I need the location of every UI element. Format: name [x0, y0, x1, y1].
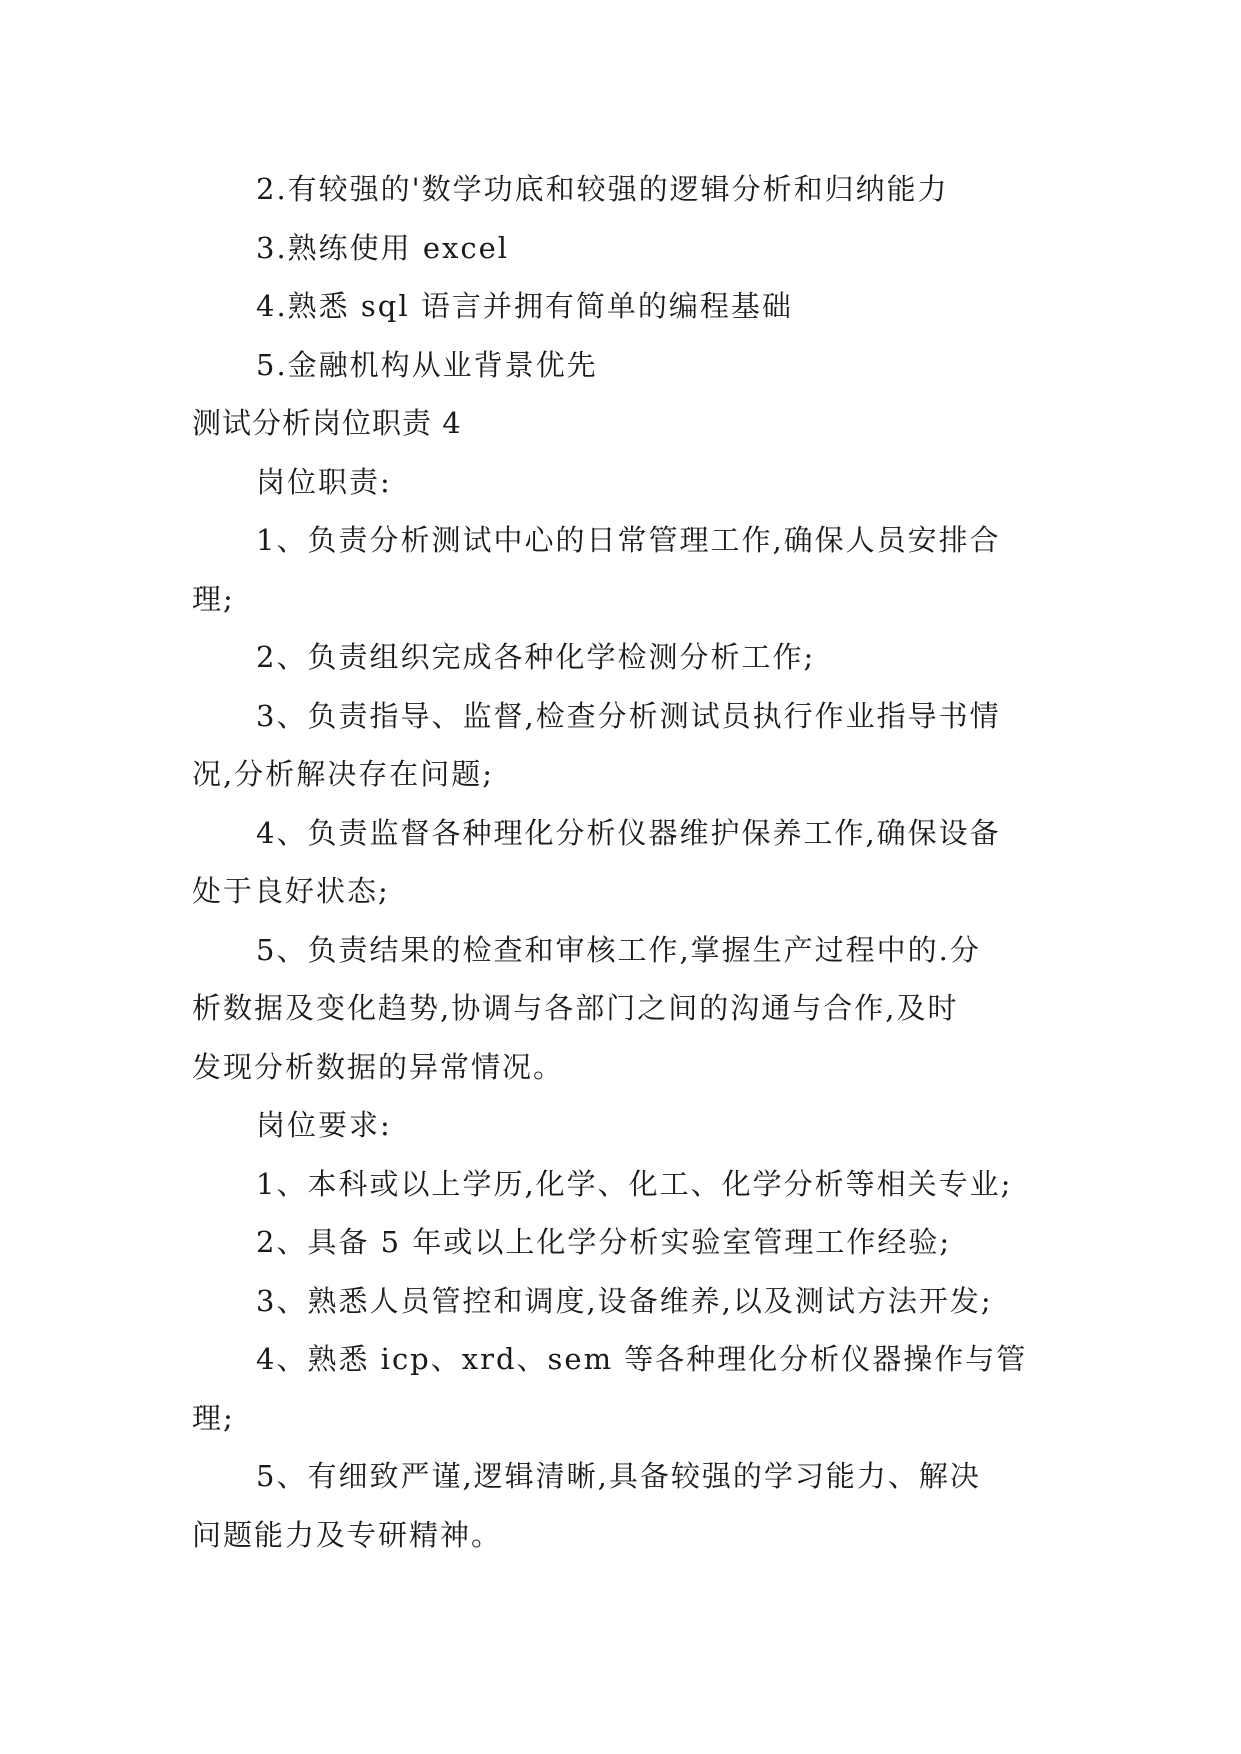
- text-line: 5、负责结果的检查和审核工作,掌握生产过程中的.分: [256, 932, 981, 967]
- text-line: 2、具备 5 年或以上化学分析实验室管理工作经验;: [256, 1225, 952, 1259]
- text-line: 3.熟练使用 excel: [256, 230, 510, 265]
- text-line: 2.有较强的'数学功底和较强的逻辑分析和归纳能力: [256, 172, 949, 206]
- text-line: 发现分析数据的异常情况。: [192, 1049, 565, 1084]
- text-line: 3、负责指导、监督,检查分析测试员执行作业指导书情: [256, 698, 1001, 733]
- text-line: 3、熟悉人员管控和调度,设备维养,以及测试方法开发;: [256, 1283, 993, 1318]
- text-line: 析数据及变化趋势,协调与各部门之间的沟通与合作,及时: [192, 991, 959, 1025]
- text-line: 4、熟悉 icp、xrd、sem 等各种理化分析仪器操作与管: [256, 1342, 1028, 1376]
- section-heading: 测试分析岗位职责 4: [192, 406, 462, 440]
- text-line: 4、负责监督各种理化分析仪器维护保养工作,确保设备: [256, 815, 1001, 850]
- text-line: 1、负责分析测试中心的日常管理工作,确保人员安排合: [256, 523, 1001, 557]
- text-line: 理;: [192, 1400, 235, 1435]
- text-line: 5、有细致严谨,逻辑清晰,具备较强的学习能力、解决: [256, 1459, 981, 1493]
- text-line: 岗位要求:: [256, 1108, 392, 1142]
- document-body: [192, 160, 1062, 1564]
- text-line: 4.熟悉 sql 语言并拥有简单的编程基础: [256, 289, 793, 323]
- text-line: 理;: [192, 581, 235, 616]
- text-line: 况,分析解决存在问题;: [192, 757, 494, 791]
- text-line: 问题能力及专研精神。: [192, 1517, 503, 1552]
- text-line: 处于良好状态;: [192, 874, 390, 908]
- text-line: 1、本科或以上学历,化学、化工、化学分析等相关专业;: [256, 1166, 1013, 1201]
- text-line: 2、负责组织完成各种化学检测分析工作;: [256, 640, 816, 674]
- text-line: 岗位职责:: [256, 464, 392, 499]
- text-line: 5.金融机构从业背景优先: [256, 347, 598, 382]
